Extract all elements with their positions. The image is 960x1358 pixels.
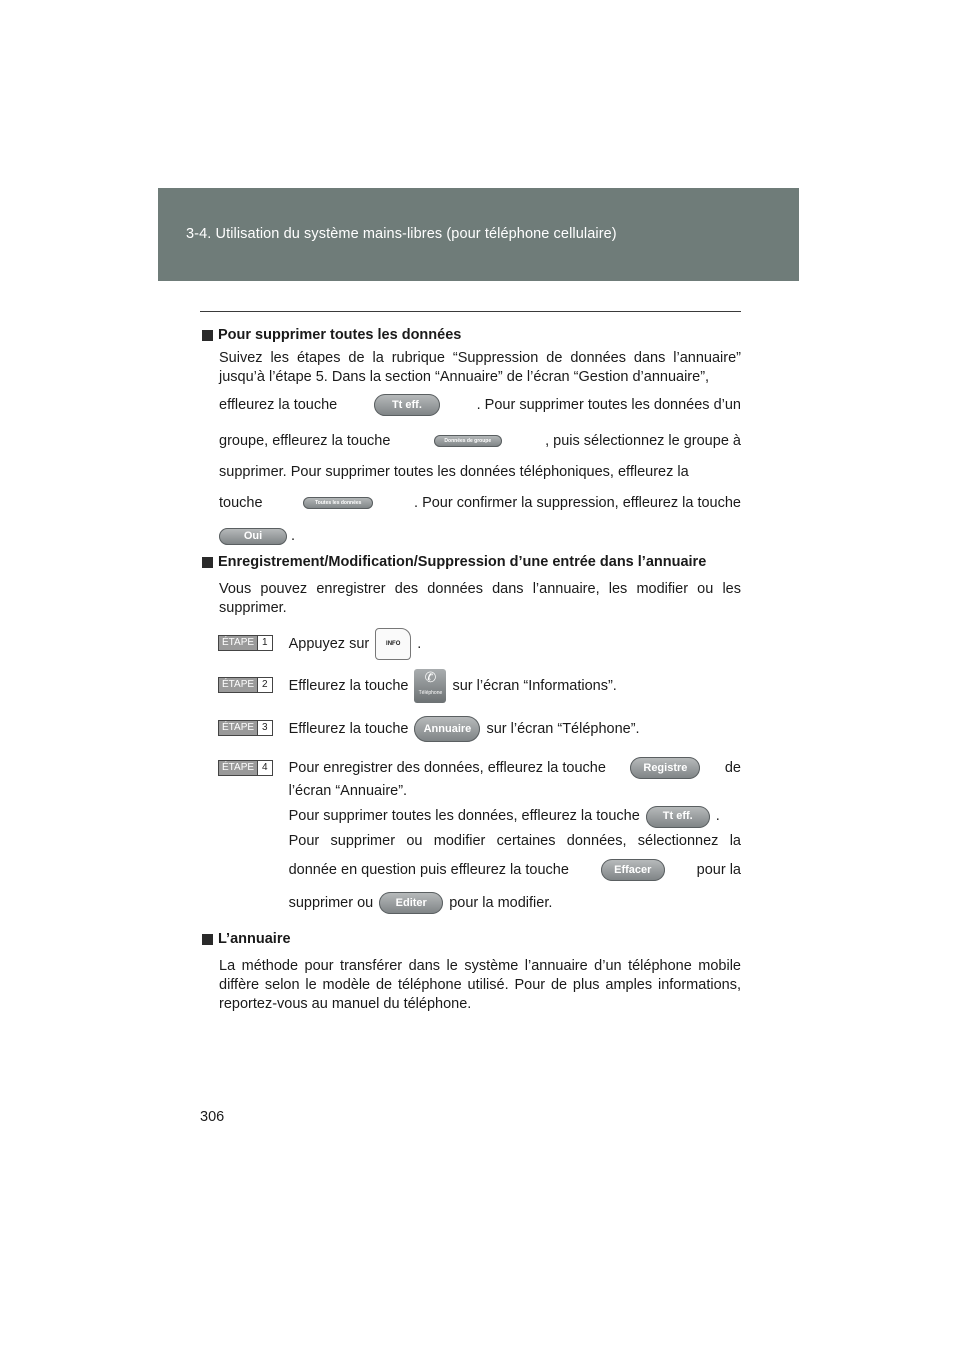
page-number: 306 <box>200 1109 225 1125</box>
editer-button[interactable]: Editer <box>379 892 443 914</box>
section-rule <box>200 311 741 312</box>
step-4: ÉTAPE 4 Pour enregistrer des données, effleurez la touche Registre de l’écran “Annuaire”. Pour supprimer toutes les données, effleurez la touche Tt eff. . Pour supprimer ou modifier certaines données, sélectionnez la donnée en question puis effleurez la touche Effacer pour la supprimer ou Editer pour la modifier. <box>200 757 741 918</box>
oui-button[interactable]: Oui <box>219 528 287 545</box>
chapter-header <box>158 188 799 281</box>
effacer-button[interactable]: Effacer <box>601 859 665 881</box>
all-data-button[interactable]: Toutes les données <box>303 497 373 509</box>
step-badge: ÉTAPE 2 <box>218 677 273 693</box>
text-line: Oui . <box>200 521 741 551</box>
text-line: groupe, effleurez la touche Données de groupe , puis sélectionnez le groupe à <box>219 432 741 449</box>
step-badge: ÉTAPE 4 <box>218 760 273 776</box>
paragraph: Vous pouvez enregistrer des données dans l’annuaire, les modifier ou les supprimer. <box>219 581 741 616</box>
section-title-text: L’annuaire <box>218 931 291 947</box>
step-1: ÉTAPE 1 Appuyez sur INFO . <box>200 632 741 656</box>
text-line: touche Toutes les données . Pour confirmer la suppression, effleurez la touche <box>219 494 741 511</box>
step-badge: ÉTAPE 3 <box>218 720 273 736</box>
chapter-title: 3-4. Utilisation du système mains-libres (pour téléphone cellulaire) <box>186 226 617 242</box>
paragraph: Suivez les étapes de la rubrique “Suppression de données dans l’annuaire” jusqu’à l’étape 5. Dans la section “Annuaire” de l’écran “Gestion d’annuaire”, <box>219 350 741 385</box>
group-data-button[interactable]: Données de groupe <box>434 435 502 447</box>
step-2: ÉTAPE 2 Effleurez la touche ✆ Téléphone sur l’écran “Informations”. <box>200 674 741 698</box>
registre-button[interactable]: Registre <box>630 757 700 779</box>
step-badge: ÉTAPE 1 <box>218 635 273 651</box>
square-bullet-icon <box>202 934 213 945</box>
square-bullet-icon <box>202 330 213 341</box>
section-title-register <box>200 553 741 572</box>
telephone-button[interactable]: ✆ Téléphone <box>414 669 446 703</box>
section-title-text: Pour supprimer toutes les données <box>218 327 462 343</box>
phone-icon: ✆ <box>424 668 437 685</box>
section-title-text: Enregistrement/Modification/Suppression d’une entrée dans l’annuaire <box>218 554 707 570</box>
text-line: effleurez la touche Tt eff. . Pour supprimer toutes les données d’un <box>200 387 741 423</box>
info-button-icon[interactable]: INFO <box>375 628 411 660</box>
tt-eff-button[interactable]: Tt eff. <box>374 394 440 416</box>
main-content <box>200 326 741 1014</box>
square-bullet-icon <box>202 557 213 568</box>
tt-eff-button[interactable]: Tt eff. <box>646 806 710 828</box>
text-line: supprimer. Pour supprimer toutes les données téléphoniques, effleurez la <box>219 463 689 480</box>
step-3: ÉTAPE 3 Effleurez la touche Annuaire sur l’écran “Téléphone”. <box>200 717 741 741</box>
annuaire-button[interactable]: Annuaire <box>414 716 480 742</box>
section-title-delete-all <box>200 326 741 345</box>
section-title-annuaire <box>200 930 741 949</box>
paragraph: La méthode pour transférer dans le système l’annuaire d’un téléphone mobile diffère selon le modèle de téléphone utilisé. Pour de plus amples informations, reportez-vous au manuel du téléphone. <box>219 958 741 1012</box>
